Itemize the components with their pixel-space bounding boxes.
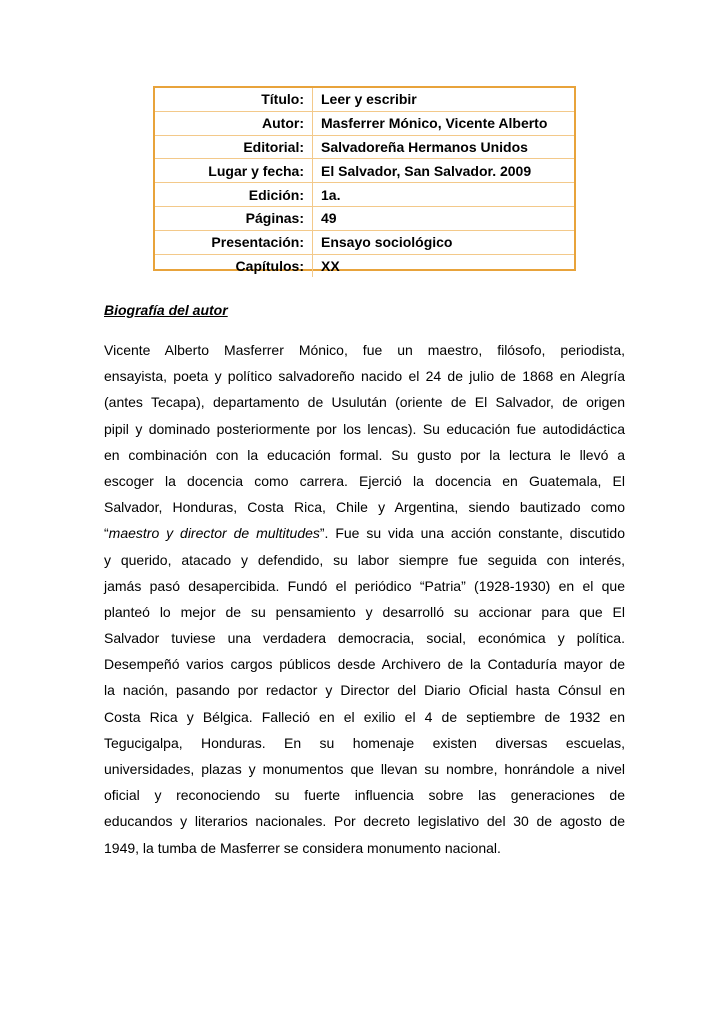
paragraph-line: jamás pasó desapercibida. Fundó el periódico “Patria” (1928-1930) en el que: [104, 577, 625, 594]
paragraph-line: (antes Tecapa), departamento de Usulután (oriente de El Salvador, de origen: [104, 394, 625, 411]
info-value: Salvadoreña Hermanos Unidos: [321, 138, 528, 155]
paragraph-line: pipil y dominado posteriormente por los lencas). Su educación fue autodidáctica: [104, 420, 625, 437]
info-label: Edición:: [248, 186, 304, 203]
paragraph-line: 1949, la tumba de Masferrer se considera monumento nacional.: [104, 839, 501, 856]
info-value: Masferrer Mónico, Vicente Alberto: [321, 115, 548, 132]
info-row-place-date: [155, 159, 574, 183]
paragraph-line: en combinación con la educación formal. Su gusto por la lectura le llevó a: [104, 446, 625, 463]
paragraph-line: educandos y literarios nacionales. Por decreto legislativo del 30 de agosto de: [104, 813, 625, 830]
paragraph-line: ensayista, poeta y político salvadoreño nacido el 24 de julio de 1868 en Alegría: [104, 368, 625, 385]
info-label: Páginas:: [245, 210, 304, 227]
info-value: XX: [321, 257, 340, 274]
info-row-publisher: [155, 136, 574, 160]
info-value: 49: [321, 210, 337, 227]
paragraph-line: oficial y reconociendo su fuerte influencia sobre las generaciones de: [104, 787, 625, 804]
paragraph-line: Salvador, Honduras, Costa Rica, Chile y Argentina, siendo bautizado como: [104, 499, 625, 516]
info-row-pages: [155, 207, 574, 231]
paragraph-line: y querido, atacado y defendido, su labor siempre fue seguida con interés,: [104, 551, 625, 568]
info-label: Lugar y fecha:: [208, 162, 304, 179]
paragraph-line: Tegucigalpa, Honduras. En su homenaje existen diversas escuelas,: [104, 734, 625, 751]
paragraph-line: la nación, pasando por redactor y Director del Diario Oficial hasta Cónsul en: [104, 682, 625, 699]
paragraph-line: Costa Rica y Bélgica. Falleció en el exilio el 4 de septiembre de 1932 en: [104, 708, 625, 725]
info-label: Título:: [261, 91, 304, 108]
info-row-title: [155, 88, 574, 112]
italic-quote: maestro y director de multitudes: [108, 525, 320, 542]
section-heading: Biografía del autor: [104, 302, 228, 318]
info-value: Leer y escribir: [321, 91, 417, 108]
open-quote: “: [104, 525, 109, 542]
paragraph-line: universidades, plazas y monumentos que llevan su nombre, honrándole a nivel: [104, 761, 625, 777]
info-row-chapters: [155, 255, 574, 278]
paragraph-line: escoger la docencia como carrera. Ejerció la docencia en Guatemala, El: [104, 472, 625, 489]
paragraph-line: [104, 520, 625, 546]
info-label: Autor:: [262, 115, 304, 132]
info-row-author: [155, 112, 574, 136]
info-value: El Salvador, San Salvador. 2009: [321, 162, 532, 179]
info-row-edition: [155, 183, 574, 207]
biography-paragraph: [104, 337, 625, 861]
paragraph-line: Salvador tuviese una verdadera democracia, social, económica y política.: [104, 630, 625, 647]
info-label: Capítulos:: [235, 257, 304, 274]
book-info-table: [153, 86, 576, 274]
info-value: 1a.: [321, 186, 341, 203]
info-label: Editorial:: [243, 138, 304, 155]
paragraph-line: Desempeñó varios cargos públicos desde Archivero de la Contaduría mayor de: [104, 656, 625, 673]
line-remainder: ”. Fue su vida una acción constante, discutido: [319, 525, 625, 542]
info-row-presentation: [155, 231, 574, 255]
info-label: Presentación:: [211, 234, 304, 251]
info-value: Ensayo sociológico: [321, 234, 453, 251]
paragraph-line: Vicente Alberto Masferrer Mónico, fue un maestro, filósofo, periodista,: [104, 342, 625, 358]
paragraph-line: planteó lo mejor de su pensamiento y desarrolló su accionar para que El: [104, 603, 625, 620]
